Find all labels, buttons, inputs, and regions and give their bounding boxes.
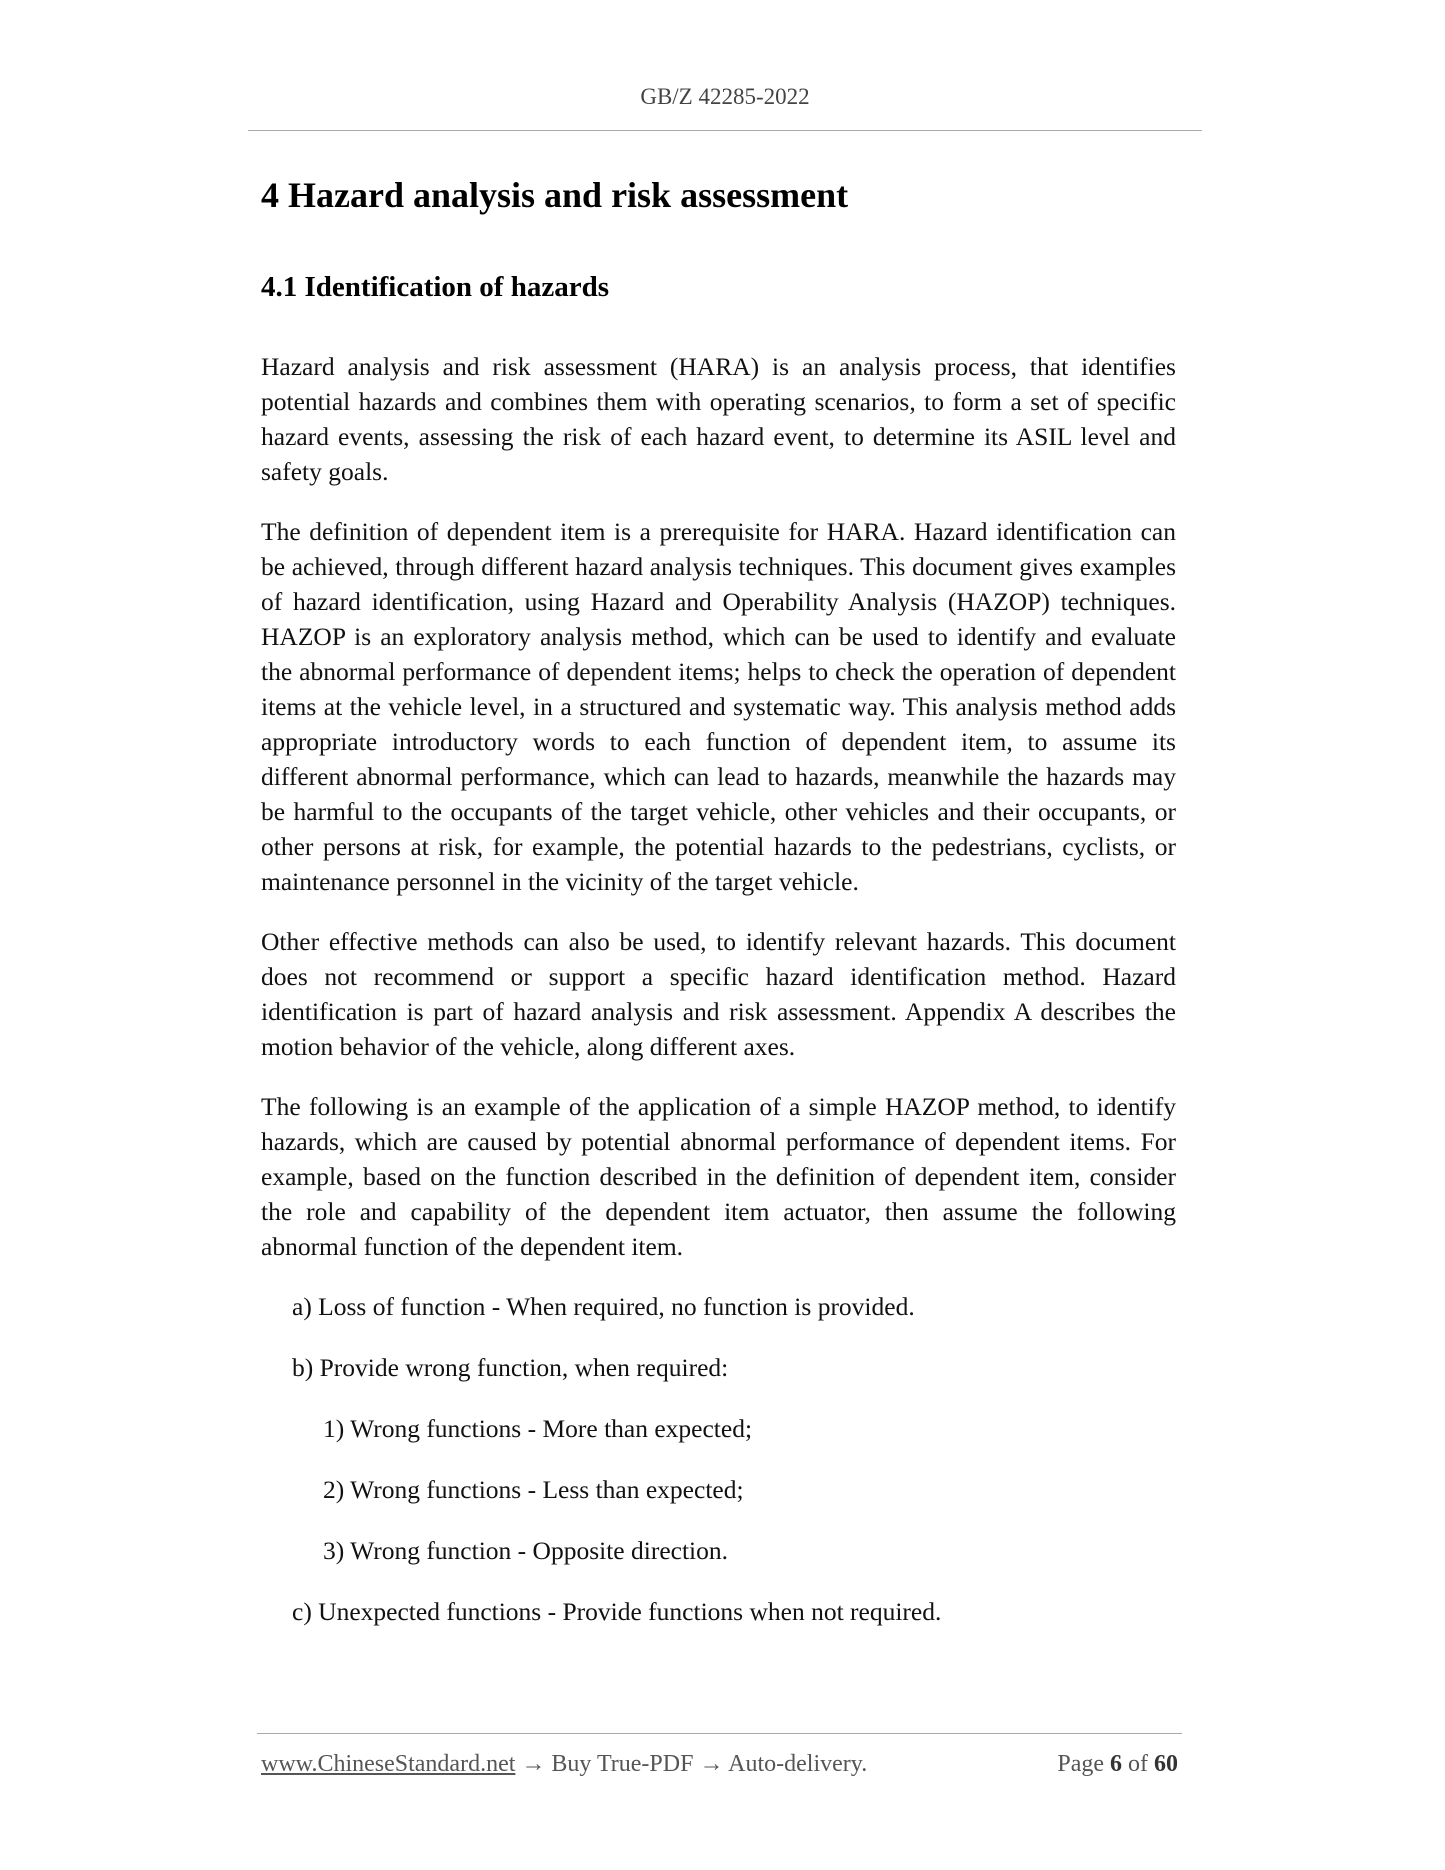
list-item-less-than-expected: 2) Wrong functions - Less than expected; [323, 1475, 744, 1504]
footer-divider [257, 1733, 1182, 1734]
section-heading: 4 Hazard analysis and risk assessment [261, 175, 849, 215]
website-link[interactable]: www.ChineseStandard.net [261, 1751, 516, 1777]
footer-left [261, 1751, 867, 1778]
paragraph-other-methods: Other effective methods can also be used, to identify relevant hazards. This document does not recommend or support a specific hazard identification method. Hazard identification is part of hazard analysis and risk assessment. Appendix A describes the motion behavior of the vehicle, along different axes. [261, 927, 1176, 1061]
auto-delivery-text: Auto-delivery. [728, 1751, 868, 1777]
list-item-wrong-function: b) Provide wrong function, when required: [292, 1353, 729, 1382]
list-item-loss-of-function: a) Loss of function - When required, no function is provided. [292, 1292, 915, 1321]
page-current: 6 [1110, 1751, 1122, 1777]
paragraph-hara-definition: Hazard analysis and risk assessment (HARA) is an analysis process, that identifies potential hazards and combines them with operating scenarios, to form a set of specific hazard events, assessing the risk of each hazard event, to determine its ASIL level and safety goals. [261, 352, 1176, 486]
page-content [261, 173, 1176, 1629]
page-total: 60 [1154, 1751, 1178, 1777]
paragraph-hazop-technique: The definition of dependent item is a prerequisite for HARA. Hazard identification can be achieved, through different hazard analysis techniques. This document gives examples of hazard identification, using Hazard and Operability Analysis (HAZOP) techniques. HAZOP is an exploratory analysis method, which can be used to identify and evaluate the abnormal performance of dependent items; helps to check the operation of dependent items at the vehicle level, in a structured and systematic way. This analysis method adds appropriate introductory words to each function of dependent item, to assume its different abnormal performance, which can lead to hazards, meanwhile the hazards may be harmful to the occupants of the target vehicle, other vehicles and their occupants, or other persons at risk, for example, the potential hazards to the pedestrians, cyclists, or maintenance personnel in the vicinity of the target vehicle. [261, 517, 1176, 896]
paragraph-hazop-example: The following is an example of the application of a simple HAZOP method, to identify hazards, which are caused by potential abnormal performance of dependent items. For example, based on the function described in the definition of dependent item, consider the role and capability of the dependent item actuator, then assume the following abnormal function of the dependent item. [261, 1092, 1176, 1261]
buy-pdf-text: Buy True-PDF [551, 1751, 694, 1777]
page-of: of [1128, 1751, 1148, 1777]
arrow-right-icon: → [521, 1751, 546, 1777]
list-item-unexpected-functions: c) Unexpected functions - Provide functions when not required. [292, 1597, 942, 1626]
header-divider [248, 130, 1202, 131]
page-footer [261, 1751, 1178, 1778]
subsection-heading: 4.1 Identification of hazards [261, 271, 609, 303]
list-item-more-than-expected: 1) Wrong functions - More than expected; [323, 1414, 753, 1443]
page-number [1057, 1751, 1178, 1778]
arrow-right-icon: → [699, 1751, 724, 1777]
page-prefix: Page [1057, 1751, 1104, 1777]
list-item-opposite-direction: 3) Wrong function - Opposite direction. [323, 1536, 728, 1565]
document-id-header: GB/Z 42285-2022 [640, 84, 810, 109]
